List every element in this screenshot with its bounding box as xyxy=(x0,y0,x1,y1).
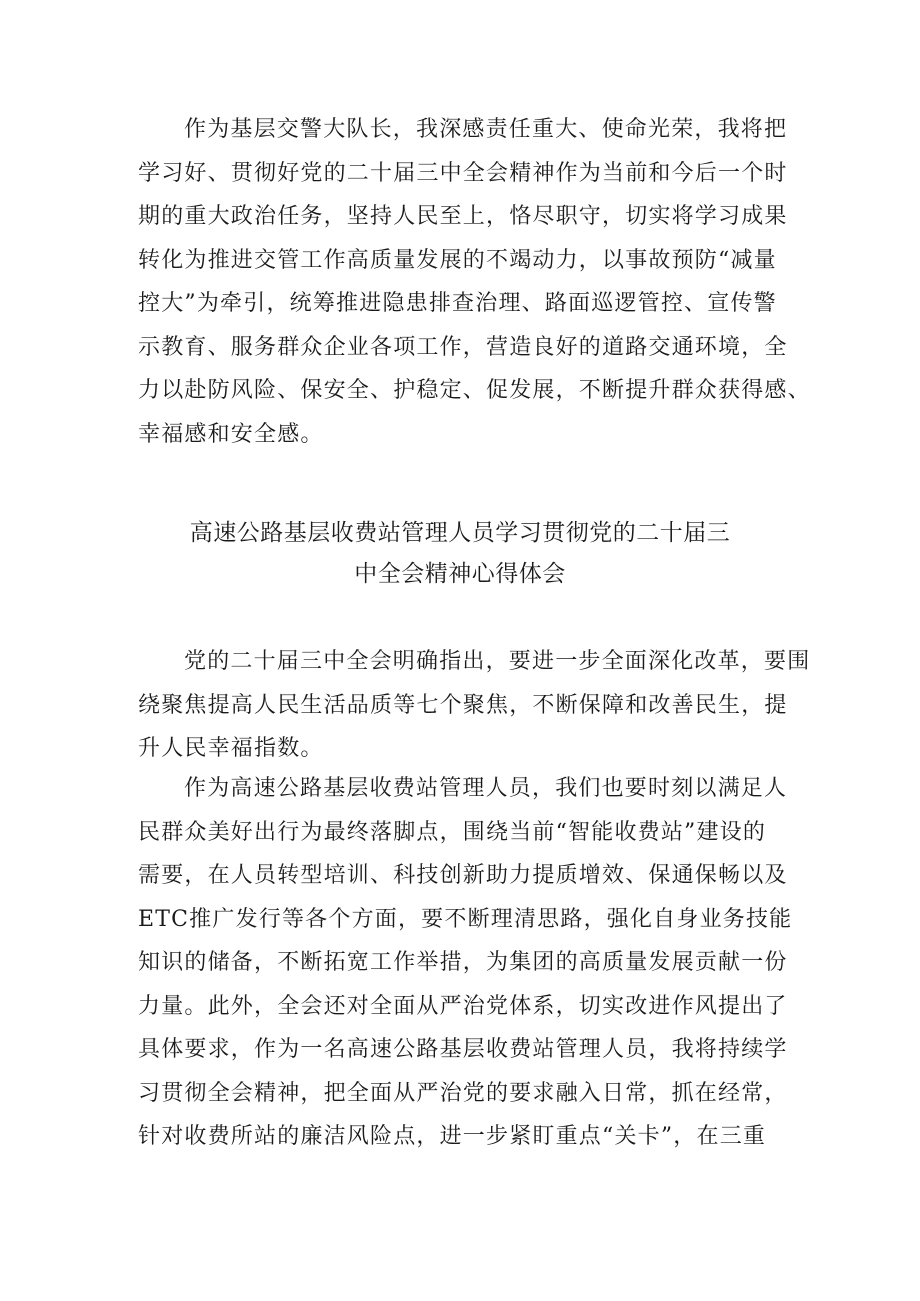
text-line: 作为高速公路基层收费站管理人员，我们也要时刻以满足人 xyxy=(184,776,788,801)
text-line: 升人民幸福指数。 xyxy=(138,736,324,761)
text-line: 绕聚焦提高人民生活品质等七个聚焦，不断保障和改善民生，提 xyxy=(138,692,788,718)
text-line: 学习好、贯彻好党的二十届三中全会精神作为当前和今后一个时 xyxy=(138,160,788,186)
text-line: 力量。此外，全会还对全面从严治党体系，切实改进作风提出了 xyxy=(138,993,788,1019)
paragraph-1 xyxy=(138,640,811,771)
text-line: 转化为推进交管工作高质量发展的不竭动力，以事故预防“减量 xyxy=(138,247,777,273)
text-line: 力以赴防风险、保安全、护稳定、促发展，不断提升群众获得感、 xyxy=(138,378,811,403)
text-line: 作为基层交警大队长，我深感责任重大、使命光荣，我将把 xyxy=(184,117,788,142)
article-title xyxy=(0,513,920,595)
text-line: 期的重大政治任务，坚持人民至上，恪尽职守，切实将学习成果 xyxy=(138,204,788,229)
text-line: 习贯彻全会精神，把全面从严治党的要求融入日常，抓在经常， xyxy=(138,1080,788,1106)
text-line: 示教育、服务群众企业各项工作，营造良好的道路交通环境，全 xyxy=(138,334,788,360)
text-line: ETC推广发行等各个方面，要不断理清思路，强化自身业务技能 xyxy=(138,906,793,932)
text-line: 幸福感和安全感。 xyxy=(138,421,324,447)
text-line: 党的二十届三中全会明确指出，要进一步全面深化改革，要围 xyxy=(184,649,811,674)
paragraph-previous-article xyxy=(138,108,811,456)
article-title-line-2: 中全会精神心得体会 xyxy=(354,561,566,587)
text-line: 知识的储备，不断拓宽工作举措，为集团的高质量发展贡献一份 xyxy=(138,950,788,975)
text-line: 需要，在人员转型培训、科技创新助力提质增效、保通保畅以及 xyxy=(138,863,788,888)
article-title-line-1: 高速公路基层收费站管理人员学习贯彻党的二十届三 xyxy=(189,520,731,546)
text-line: 具体要求，作为一名高速公路基层收费站管理人员，我将持续学 xyxy=(138,1037,788,1062)
text-line: 民群众美好出行为最终落脚点，围绕当前“智能收费站”建设的 xyxy=(138,819,767,845)
text-line: 针对收费所站的廉洁风险点，进一步紧盯重点“关卡”，在三重 xyxy=(138,1124,767,1149)
text-line: 控大”为牵引，统筹推进隐患排查治理、路面巡逻管控、宣传警 xyxy=(138,291,777,316)
paragraph-2 xyxy=(138,767,798,1159)
